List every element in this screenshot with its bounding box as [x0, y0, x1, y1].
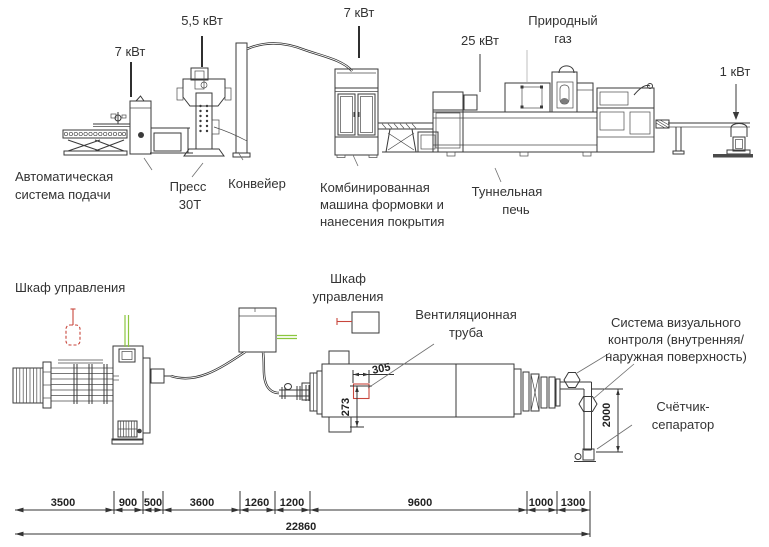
conveyor-drawing	[233, 43, 250, 157]
furnace-label-line2: печь	[502, 202, 530, 217]
plan-view	[13, 271, 747, 462]
coater-label-line3: нанесения покрытия	[320, 214, 445, 229]
counter-label-line2: сепаратор	[651, 417, 715, 432]
gas-label-line2: газ	[554, 31, 572, 46]
dim-1300: 1300	[560, 497, 586, 509]
feeder-label-line1: Автоматическая	[15, 169, 114, 184]
dim-label-2000: 2000	[601, 402, 613, 428]
dim-3600: 3600	[189, 497, 215, 509]
feeder-label-line2: система подачи	[15, 187, 111, 202]
dim-row-total	[15, 521, 590, 534]
leader-counter	[597, 425, 632, 449]
vision-label-line3: наружная поверхность)	[605, 349, 747, 364]
power-label-coater: 7 кВт	[343, 5, 375, 20]
dim-row-segments	[15, 497, 590, 510]
leader-press	[192, 163, 203, 177]
dim-label-305: 305	[371, 361, 392, 377]
feeder-drawing	[63, 96, 193, 155]
furnace-label-line1: Туннельная	[471, 184, 543, 199]
dim-305	[353, 361, 394, 383]
vent-label-line2: труба	[448, 325, 484, 340]
power-label-press: 5,5 кВт	[181, 13, 223, 28]
dim-500: 500	[143, 497, 163, 509]
dimension-rows	[15, 491, 590, 537]
furnace-drawing	[433, 66, 654, 156]
leader-coater	[353, 155, 358, 166]
dim-3500: 3500	[50, 497, 76, 509]
vision-system-drawing	[531, 373, 597, 451]
elevation-view	[15, 5, 753, 229]
leader-feeder	[144, 158, 152, 170]
vision-label-line2: контроля (внутренняя/	[608, 332, 744, 347]
transfer-stand-drawing	[378, 123, 438, 152]
counter-label-line1: Счётчик-	[656, 399, 710, 414]
plan-feeder-drawing	[13, 315, 171, 444]
cabinet1-label: Шкаф управления	[15, 280, 126, 295]
gas-label-line1: Природный	[528, 13, 598, 28]
camera-mid	[579, 397, 597, 412]
dim-22860: 22860	[285, 521, 317, 533]
leader-furnace	[495, 168, 501, 182]
dim-1260: 1260	[244, 497, 270, 509]
press-label-line1: Пресс	[169, 179, 207, 194]
counter-separator-drawing	[574, 449, 596, 462]
conveyor-label: Конвейер	[228, 176, 286, 191]
vent-label-line1: Вентиляционная	[415, 307, 517, 322]
cable-cabinet-to-furnace	[263, 352, 279, 393]
press-label-line2: 30Т	[178, 197, 202, 212]
vision-label-line1: Система визуального	[611, 315, 741, 330]
dim-273	[340, 386, 372, 427]
leader-vision-2	[593, 364, 634, 399]
camera-top	[564, 373, 580, 388]
end-device-drawing	[713, 124, 753, 158]
dim-ticks	[114, 491, 590, 537]
cabinet2-label-line2: управления	[312, 289, 384, 304]
coater-drawing	[335, 69, 378, 158]
dim-2000	[592, 389, 623, 452]
dim-1000: 1000	[528, 497, 554, 509]
coupling-drawing	[279, 371, 322, 414]
control-cabinet1-symbol	[66, 309, 80, 345]
control-cabinet2-symbol	[337, 312, 379, 333]
dim-9600: 9600	[407, 497, 433, 509]
dim-900: 900	[118, 497, 138, 509]
coater-label-line2: машина формовки и	[320, 197, 444, 212]
dim-label-273: 273	[340, 397, 352, 417]
power-label-end: 1 кВт	[719, 64, 751, 79]
dim-1200: 1200	[279, 497, 305, 509]
power-arrow-end	[733, 84, 739, 120]
coater-label-line1: Комбинированная	[320, 180, 430, 195]
cable-feeder-to-cabinet	[171, 352, 245, 378]
cabinet2-label-line1: Шкаф	[330, 271, 366, 286]
power-label-feeder: 7 кВт	[114, 44, 146, 59]
control-cabinet1-drawing	[239, 308, 297, 352]
power-cable	[247, 43, 352, 71]
power-label-furnace: 25 кВт	[461, 33, 499, 48]
